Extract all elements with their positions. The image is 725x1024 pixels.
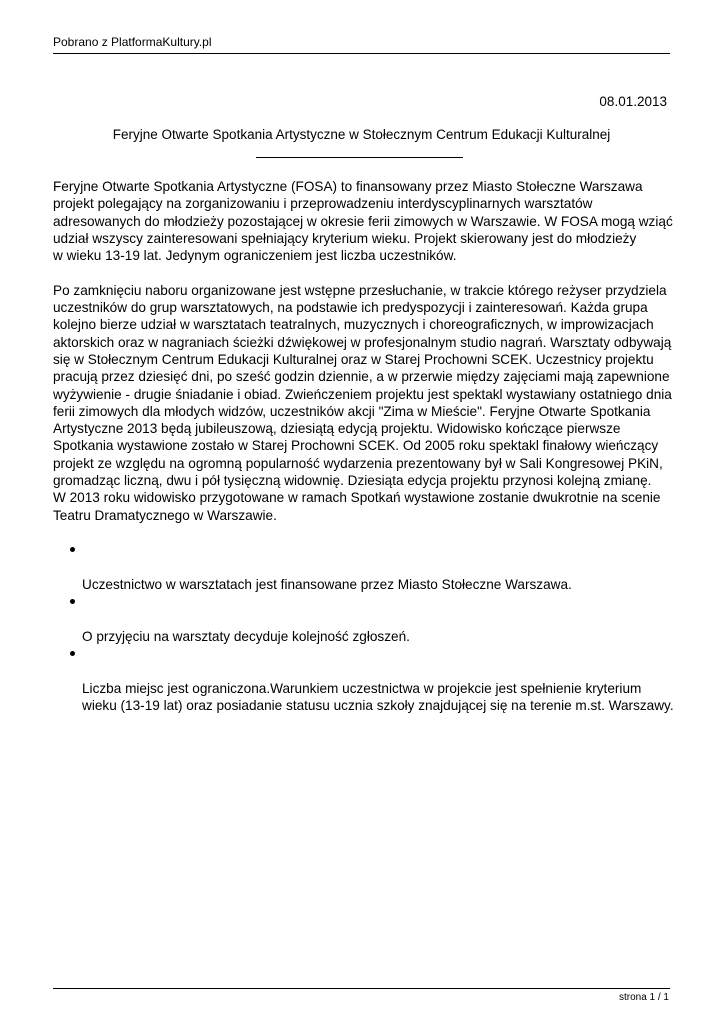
bullet-icon (70, 651, 75, 656)
list-item-text: Uczestnictwo w warsztatach jest finansowane przez Miasto Stołeczne Warszawa. (82, 576, 572, 592)
bullet-icon (70, 547, 75, 552)
list-item (53, 541, 678, 593)
list-item (53, 593, 678, 645)
document-body (53, 178, 678, 714)
paragraph-intro: Feryjne Otwarte Spotkania Artystyczne (FOSA) to finansowany przez Miasto Stołeczne Warszawa projekt polegający na zorganizowaniu i przeprowadzeniu interdyscyplinarnych warsztatów adresowanych do młodzieży pozostającej w okresie ferii zimowych w Warszawie. W FOSA mogą wziąć udział wszyscy zainteresowani spełniający kryterium wieku. Projekt skierowany jest do młodzieży w wieku 13-19 lat. Jedynym ograniczeniem jest liczba uczestników. (53, 179, 673, 264)
document-date: 08.01.2013 (599, 94, 667, 109)
bullet-list (53, 541, 678, 714)
paragraph-details: Po zamknięciu naboru organizowane jest wstępne przesłuchanie, w trakcie którego reżyser przydziela uczestników do grup warsztatowych, na podstawie ich predyspozycji i zainteresowań. Każda grupa kolejno bierze udział w warsztatach teatralnych, muzycznych i choreograficznych, w improwizacjach aktorskich oraz w nagraniach ścieżki dźwiękowej w profesjonalnym studio nagrań. Warsztaty odbywają się w Stołecznym Centrum Edukacji Kulturalnej oraz w Starej Prochowni SCEK. Uczestnicy projektu pracują przez dziesięć dni, po sześć godzin dziennie, a w przerwie między zajęciami mają zapewnione wyżywienie - drugie śniadanie i obiad. Zwieńczeniem projektu jest spektakl wystawiany ostatniego dnia ferii zimowych dla młodych widzów, uczestników akcji "Zima w Mieście". Feryjne Otwarte Spotkania Artystyczne 2013 będą jubileuszową, dziesiątą edycją projektu. Widowisko kończące pierwsze Spotkania wystawione zostało w Starej Prochowni SCEK. Od 2005 roku spektakl finałowy wieńczący projekt ze względu na ogromną popularność wydarzenia prezentowany był w Sali Kongresowej PKiN, gromadząc liczną, dwu i pół tysięczną widownię. Dziesiąta edycja projektu przynosi kolejną zmianę. W 2013 roku widowisko przygotowane w ramach Spotkań wystawione zostanie dwukrotnie na scenie Teatru Dramatycznego w Warszawie. (53, 282, 672, 523)
title-underline (256, 157, 463, 158)
list-item-text: Liczba miejsc jest ograniczona.Warunkiem uczestnictwa w projekcie jest spełnienie kryterium wieku (13-19 lat) oraz posiadanie statusu ucznia szkoły znajdującej się na terenie m.st. Warszawy. (82, 680, 674, 713)
header-divider (53, 53, 670, 54)
list-item-text: O przyjęciu na warsztaty decyduje kolejność zgłoszeń. (82, 628, 410, 644)
bullet-icon (70, 599, 75, 604)
page-number: strona 1 / 1 (618, 992, 669, 1003)
download-source-header: Pobrano z PlatformaKultury.pl (53, 35, 212, 49)
document-title: Feryjne Otwarte Spotkania Artystyczne w Stołecznym Centrum Edukacji Kulturalnej (112, 127, 611, 142)
footer-divider (53, 988, 670, 989)
list-item (53, 645, 678, 714)
